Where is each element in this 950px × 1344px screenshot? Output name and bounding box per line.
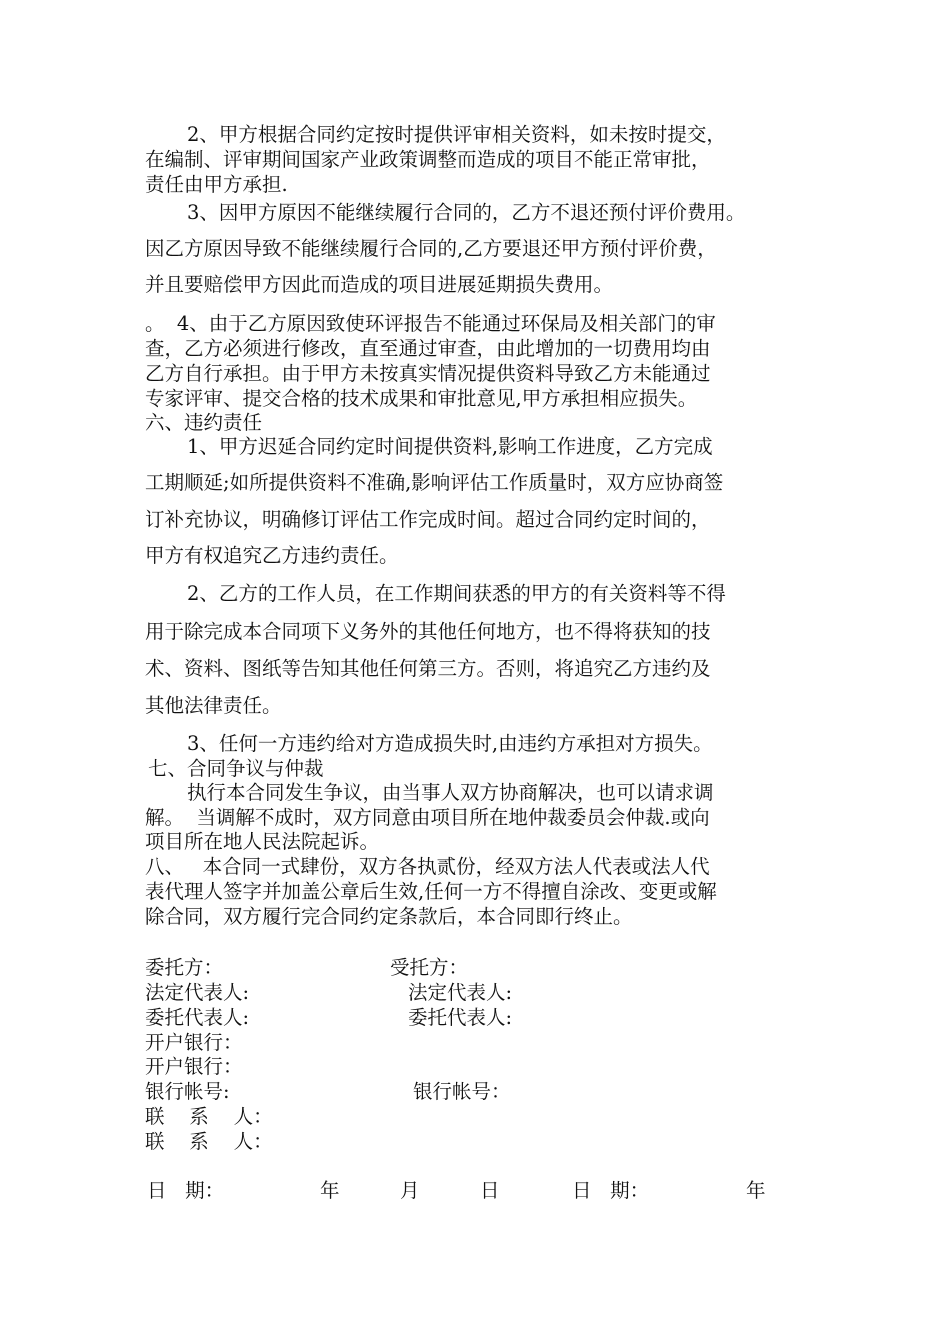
clause-6-2-line-3: 术、资料、图纸等告知其他任何第三方。否则，将追究乙方违约及 xyxy=(145,657,711,680)
clause-4-line-3: 乙方自行承担。由于甲方未按真实情况提供资料导致乙方未能通过 xyxy=(145,362,711,385)
clause-8-line-1: 八、 本合同一式肆份，双方各执贰份，经双方法人代表或法人代 xyxy=(145,855,710,878)
clause-7-line-1: 执行本合同发生争议，由当事人双方协商解决，也可以请求调 xyxy=(187,781,714,804)
client-label: 委托方： xyxy=(145,956,224,979)
section-heading-6: 六、违约责任 xyxy=(145,411,263,434)
contractor-legal-rep-label: 法定代表人: xyxy=(408,981,513,1004)
client-bank-label: 开户银行： xyxy=(145,1031,243,1054)
client-date-label: 日 期： xyxy=(147,1179,225,1202)
client-date-day: 日 xyxy=(480,1179,500,1202)
client-agent-label: 委托代表人: xyxy=(145,1006,250,1029)
clause-6-1-line-3: 订补充协议，明确修订评估工作完成时间。超过合同约定时间的， xyxy=(145,508,711,531)
clause-8-line-2: 表代理人签字并加盖公章后生效,任何一方不得擅自涂改、变更或解 xyxy=(145,880,717,903)
contractor-bank-label: 开户银行： xyxy=(145,1055,243,1078)
clause-6-2-line-2: 用于除完成本合同项下义务外的其他任何地方，也不得将获知的技 xyxy=(145,620,711,643)
clause-3-line-1: 3、因甲方原因不能继续履行合同的，乙方不退还预付评价费用。 xyxy=(187,201,746,224)
client-date-year: 年 xyxy=(320,1179,340,1202)
client-date-month: 月 xyxy=(400,1179,420,1202)
clause-8-line-3: 除合同，双方履行完合同约定条款后，本合同即行终止。 xyxy=(145,905,633,928)
contractor-date-year: 年 xyxy=(746,1179,766,1202)
contractor-date-label: 日 期： xyxy=(572,1179,650,1202)
client-account-label: 银行帐号: xyxy=(145,1080,230,1103)
clause-6-2-line-4: 其他法律责任。 xyxy=(145,694,282,717)
clause-2-line-1: 2、甲方根据合同约定按时提供评审相关资料，如未按时提交， xyxy=(187,123,726,146)
clause-6-3: 3、任何一方违约给对方造成损失时,由违约方承担对方损失。 xyxy=(187,732,713,755)
clause-4-line-4: 专家评审、提交合格的技术成果和审批意见,甲方承担相应损失。 xyxy=(145,387,698,410)
clause-7-line-3: 项目所在地人民法院起诉。 xyxy=(145,830,380,853)
contractor-label: 受托方： xyxy=(390,956,469,979)
clause-6-1-line-2: 工期顺延;如所提供资料不准确,影响评估工作质量时，双方应协商签 xyxy=(145,471,724,494)
clause-6-1-line-1: 1、甲方迟延合同约定时间提供资料,影响工作进度，乙方完成 xyxy=(187,435,713,458)
client-legal-rep-label: 法定代表人: xyxy=(145,981,250,1004)
clause-3-line-3: 并且要赔偿甲方因此而造成的项目进展延期损失费用。 xyxy=(145,273,614,296)
section-heading-7: 七、合同争议与仲裁 xyxy=(148,757,324,780)
clause-7-line-2: 解。 当调解不成时，双方同意由项目所在地仲裁委员会仲裁.或向 xyxy=(145,806,710,829)
clause-2-line-3: 责任由甲方承担. xyxy=(145,173,288,196)
clause-6-1-line-4: 甲方有权追究乙方违约责任。 xyxy=(145,544,399,567)
clause-3-line-2: 因乙方原因导致不能继续履行合同的,乙方要退还甲方预付评价费， xyxy=(145,237,717,260)
clause-4-line-2: 查，乙方必须进行修改，直至通过审查，由此增加的一切费用均由 xyxy=(145,337,711,360)
contractor-agent-label: 委托代表人: xyxy=(408,1006,513,1029)
clause-2-line-2: 在编制、评审期间国家产业政策调整而造成的项目不能正常审批， xyxy=(145,148,711,171)
contractor-account-label: 银行帐号： xyxy=(413,1080,511,1103)
clause-4-line-1: 。 4、由于乙方原因致使环评报告不能通过环保局及相关部门的审 xyxy=(145,312,716,335)
contractor-contact-label: 联 系 人： xyxy=(145,1130,273,1153)
clause-6-2-line-1: 2、乙方的工作人员，在工作期间获悉的甲方的有关资料等不得 xyxy=(187,582,726,605)
client-contact-label: 联 系 人： xyxy=(145,1105,273,1128)
